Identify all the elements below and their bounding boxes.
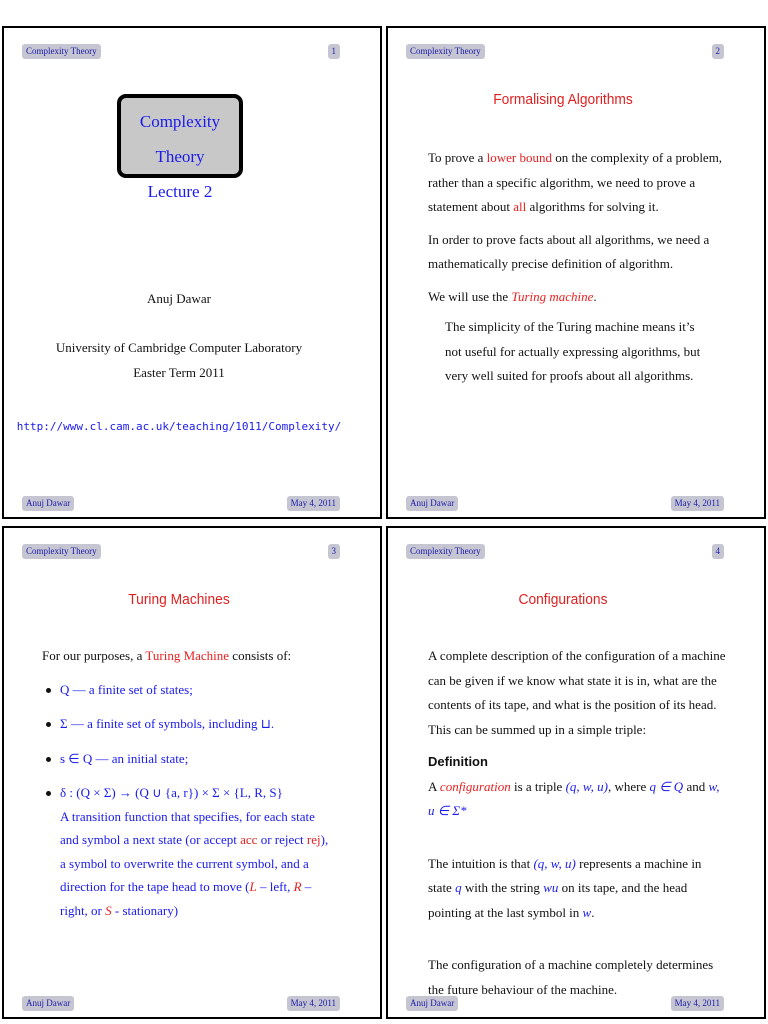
slide-title: Formalising Algorithms — [493, 91, 633, 108]
definition-body — [428, 775, 728, 824]
text-run: on its tape, and the head pointing at the last symbol in — [428, 880, 688, 920]
math-triple: (q, w, u) — [533, 855, 576, 871]
math-wu: w, u ∈ Σ* — [428, 778, 720, 818]
math-wu: wu — [543, 880, 559, 895]
slide-body — [428, 644, 728, 1002]
text-run: is a triple — [510, 778, 566, 794]
slide-body — [428, 146, 726, 389]
definition-heading: Definition — [428, 754, 488, 769]
slide-title: Configurations — [518, 591, 608, 608]
footer-date-tag: May 4, 2011 — [671, 996, 724, 1011]
slide-title: Turing Machines — [128, 591, 230, 608]
list-item: Q — a finite set of states; — [42, 678, 342, 702]
slide-4 — [386, 526, 766, 1019]
text-run: We will use the — [428, 288, 512, 304]
emphasis-all: all — [513, 199, 527, 214]
text-run: – left, — [256, 879, 294, 894]
text-run: algorithms for solving it. — [526, 199, 659, 214]
affiliation: University of Cambridge Computer Laboratory — [55, 340, 303, 355]
emphasis-turing-machine: Turing machine — [511, 288, 594, 304]
footer-date-tag: May 4, 2011 — [287, 496, 340, 511]
paragraph — [428, 146, 726, 220]
transition-signature: δ : (Q × Σ) → (Q ∪ {a, r}) × Σ × {L, R, S} — [60, 785, 283, 800]
paragraph — [42, 644, 342, 668]
slide-number: 2 — [712, 44, 725, 59]
emphasis-rej: rej — [306, 832, 321, 847]
text-run: or reject — [257, 832, 307, 847]
title-box — [117, 94, 243, 201]
slide-1 — [2, 26, 382, 519]
slide-number: 1 — [328, 44, 341, 59]
emphasis-acc: acc — [240, 832, 258, 847]
paragraph: A complete description of the configuration of a machine can be given if we know what state it is in, what are the contents of its tape, and what is the position of its head. This can be summed up in a simple triple: — [428, 648, 726, 737]
text-run: For our purposes, a — [42, 648, 146, 663]
footer-author-tag: Anuj Dawar — [406, 996, 458, 1011]
title-line1: Complexity Theory — [139, 112, 221, 166]
text-run: and — [683, 778, 709, 794]
slide-number: 4 — [712, 544, 725, 559]
paragraph: In order to prove facts about all algorithms, we need a mathematically precise definition of algorithm. — [428, 231, 710, 271]
header-course-tag: Complexity Theory — [22, 544, 101, 559]
slide-body — [42, 644, 342, 922]
math-w: w — [582, 904, 592, 920]
emphasis-S: S — [105, 902, 112, 918]
math-q: q — [455, 880, 462, 895]
text-run: ), a symbol to overwrite the current symbol, and a direction for the tape head to move ( — [60, 832, 329, 894]
math-q: q ∈ Q — [649, 778, 684, 794]
header-course-tag: Complexity Theory — [22, 44, 101, 59]
slide-2 — [386, 26, 766, 519]
text-run: on the complexity of a problem, rather than a specific algorithm, we need to prove a statement about — [428, 150, 723, 214]
text-run: The intuition is that — [428, 855, 534, 871]
slide-number: 3 — [328, 544, 341, 559]
footer-author-tag: Anuj Dawar — [406, 496, 458, 511]
math-triple: (q, w, u) — [565, 778, 608, 794]
paragraph — [428, 852, 728, 926]
footer-date-tag: May 4, 2011 — [287, 996, 340, 1011]
term: Easter Term 2011 — [133, 365, 225, 380]
header-course-tag: Complexity Theory — [406, 44, 485, 59]
slide-3 — [2, 526, 382, 1019]
emphasis-L: L — [249, 879, 257, 894]
list-item: Σ — a finite set of symbols, including ⊔. — [42, 712, 342, 736]
text-run: , where — [607, 778, 650, 794]
footer-author-tag: Anuj Dawar — [22, 996, 74, 1011]
definition-list — [42, 678, 342, 923]
transition-description — [60, 805, 336, 923]
text-run: . — [591, 904, 595, 920]
text-run: A — [428, 778, 440, 794]
footer-date-tag: May 4, 2011 — [671, 496, 724, 511]
emphasis-lower-bound: lower bound — [486, 150, 553, 165]
text-run: . — [593, 288, 597, 304]
emphasis-R: R — [293, 879, 302, 894]
indented-paragraph: The simplicity of the Turing machine means it’s not useful for actually expressing algorithms, but very well suited for proofs about all algorithms. — [445, 319, 701, 383]
author: Anuj Dawar — [147, 291, 211, 306]
text-run: - stationary) — [111, 902, 179, 918]
paragraph: The configuration of a machine completely determines the future behaviour of the machine. — [428, 957, 714, 997]
text-run: represents a machine in state — [428, 855, 702, 895]
text-run: – right, or — [60, 879, 312, 918]
header-course-tag: Complexity Theory — [406, 544, 485, 559]
emphasis-configuration: configuration — [439, 778, 511, 794]
text-run: To prove a — [428, 150, 487, 165]
course-url-link[interactable]: http://www.cl.cam.ac.uk/teaching/1011/Complexity/ — [16, 420, 342, 433]
footer-author-tag: Anuj Dawar — [22, 496, 74, 511]
emphasis-turing-machine: Turing Machine — [145, 648, 230, 663]
list-item: s ∈ Q — an initial state; — [42, 747, 342, 771]
title-line2: Lecture 2 — [147, 182, 213, 201]
paragraph — [428, 285, 726, 310]
text-run: consists of: — [229, 648, 292, 663]
text-run: with the string — [461, 880, 544, 895]
text-run: A transition function that specifies, for each state and symbol a next state (or accept — [60, 808, 315, 847]
list-item — [42, 781, 342, 922]
